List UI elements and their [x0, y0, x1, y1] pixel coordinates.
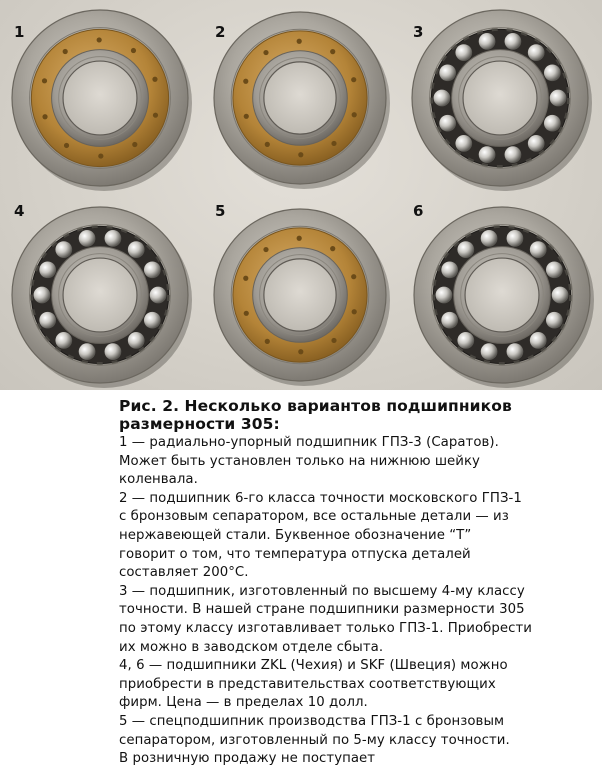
caption-item	[119, 583, 589, 657]
ball	[479, 33, 496, 50]
ball	[128, 332, 145, 349]
bearing-label-2: 2	[215, 23, 226, 41]
caption-item-line: точности. В нашей стране подшипники размерности 305	[119, 602, 525, 618]
cage-rivet	[352, 309, 357, 314]
cage-rivet	[263, 247, 268, 252]
cage-rivet	[132, 142, 137, 147]
cage-rivet	[331, 141, 336, 146]
cage-rivet	[243, 276, 248, 281]
caption-item-line: 2 — подшипник 6-го класса точности московского ГПЗ-1	[119, 490, 522, 506]
cage-rivet	[297, 236, 302, 241]
ball	[481, 230, 498, 247]
bore	[264, 259, 336, 331]
cage-rivet	[243, 79, 248, 84]
cage-rivet	[265, 339, 270, 344]
ball	[528, 44, 545, 61]
ball	[439, 115, 456, 132]
cage-rivet	[298, 349, 303, 354]
caption-item	[119, 490, 589, 583]
cage-rivet	[330, 246, 335, 251]
caption-item-line: с бронзовым сепаратором, все остальные детали — из	[119, 509, 509, 525]
cage-rivet	[298, 152, 303, 157]
caption-item-line: фирм. Цена — в пределах 10 долл.	[119, 695, 368, 711]
ball	[79, 343, 96, 360]
figure-caption	[119, 397, 589, 769]
bearing-3	[412, 10, 592, 191]
bore	[63, 258, 137, 332]
caption-item	[119, 657, 589, 713]
caption-item-line: 1 — радиально-упорный подшипник ГПЗ-3 (Саратов).	[119, 435, 499, 450]
ball	[552, 287, 569, 304]
cage-rivet	[265, 142, 270, 147]
caption-item-line: составляет 200°С.	[119, 565, 249, 581]
ball	[505, 33, 522, 50]
caption-title-line: размерности 305:	[119, 415, 280, 433]
ball	[39, 312, 56, 329]
ball	[34, 287, 51, 304]
ball	[457, 241, 474, 258]
caption-item-line: приобрести в представительствах соответствующих	[119, 676, 496, 692]
cage-rivet	[97, 37, 102, 42]
ball	[550, 90, 567, 107]
ball	[441, 312, 458, 329]
ball	[528, 135, 545, 152]
ball	[434, 90, 451, 107]
bore	[465, 258, 539, 332]
cage-rivet	[64, 143, 69, 148]
caption-item-line: коленвала.	[119, 472, 198, 488]
caption-title	[119, 397, 589, 433]
cage-rivet	[152, 77, 157, 82]
cage-rivet	[244, 311, 249, 316]
cage-rivet	[63, 49, 68, 54]
caption-item-line: 4, 6 — подшипники ZKL (Чехия) и SKF (Швеция) можно	[119, 658, 508, 674]
ball	[457, 332, 474, 349]
caption-item	[119, 713, 589, 769]
cage-rivet	[131, 48, 136, 53]
bearing-label-4: 4	[14, 202, 25, 220]
ball	[55, 332, 72, 349]
ball	[530, 332, 547, 349]
ball	[105, 343, 122, 360]
ball	[507, 343, 524, 360]
ball	[507, 230, 524, 247]
caption-item-line: 5 — спецподшипник производства ГПЗ-1 с бронзовым	[119, 713, 505, 729]
ball	[144, 261, 161, 278]
ball	[479, 146, 496, 163]
ball	[128, 241, 145, 258]
bearing-label-5: 5	[215, 202, 226, 220]
caption-item-line: их можно в заводском отделе сбыта.	[119, 639, 384, 655]
cage-rivet	[244, 114, 249, 119]
caption-items	[119, 434, 589, 769]
ball	[144, 312, 161, 329]
ball	[546, 261, 563, 278]
cage-rivet	[98, 153, 103, 158]
caption-title-line: Рис. 2. Несколько вариантов подшипников	[119, 397, 512, 415]
ball	[105, 230, 122, 247]
ball	[546, 312, 563, 329]
bearing-2	[214, 12, 390, 189]
cage-rivet	[351, 274, 356, 279]
ball	[55, 241, 72, 258]
ball	[544, 115, 561, 132]
ball	[79, 230, 96, 247]
bearing-4	[12, 207, 192, 388]
cage-rivet	[331, 338, 336, 343]
ball	[441, 261, 458, 278]
caption-item-line: говорит о том, что температура отпуска деталей	[119, 546, 471, 562]
ball	[481, 343, 498, 360]
cage-rivet	[330, 49, 335, 54]
cage-rivet	[42, 114, 47, 119]
cage-rivet	[263, 50, 268, 55]
bearing-6	[414, 207, 594, 388]
caption-item-line: В розничную продажу не поступает	[119, 751, 376, 767]
caption-item	[119, 434, 589, 490]
ball	[544, 64, 561, 81]
bearing-1	[12, 10, 192, 191]
bore	[63, 61, 137, 135]
caption-item-line: 3 — подшипник, изготовленный по высшему 4-му классу	[119, 583, 525, 599]
bearing-label-6: 6	[413, 202, 424, 220]
caption-item-line: нержавеющей стали. Буквенное обозначение “Т”	[119, 527, 472, 543]
caption-item-line: Может быть установлен только на нижнюю шейку	[119, 453, 480, 469]
bearing-label-1: 1	[14, 23, 25, 41]
bore	[463, 61, 537, 135]
caption-item-line: сепаратором, изготовленный по 5-му классу точности.	[119, 732, 510, 748]
ball	[455, 44, 472, 61]
ball	[530, 241, 547, 258]
cage-rivet	[352, 112, 357, 117]
caption-item-line: по этому классу изготавливает только ГПЗ-1. Приобрести	[119, 620, 532, 636]
cage-rivet	[153, 113, 158, 118]
bore	[264, 62, 336, 134]
ball	[455, 135, 472, 152]
bearing-5	[214, 209, 390, 386]
bearing-label-3: 3	[413, 23, 424, 41]
ball	[39, 261, 56, 278]
cage-rivet	[351, 77, 356, 82]
ball	[436, 287, 453, 304]
ball	[150, 287, 167, 304]
ball	[505, 146, 522, 163]
cage-rivet	[42, 78, 47, 83]
ball	[439, 64, 456, 81]
cage-rivet	[297, 39, 302, 44]
